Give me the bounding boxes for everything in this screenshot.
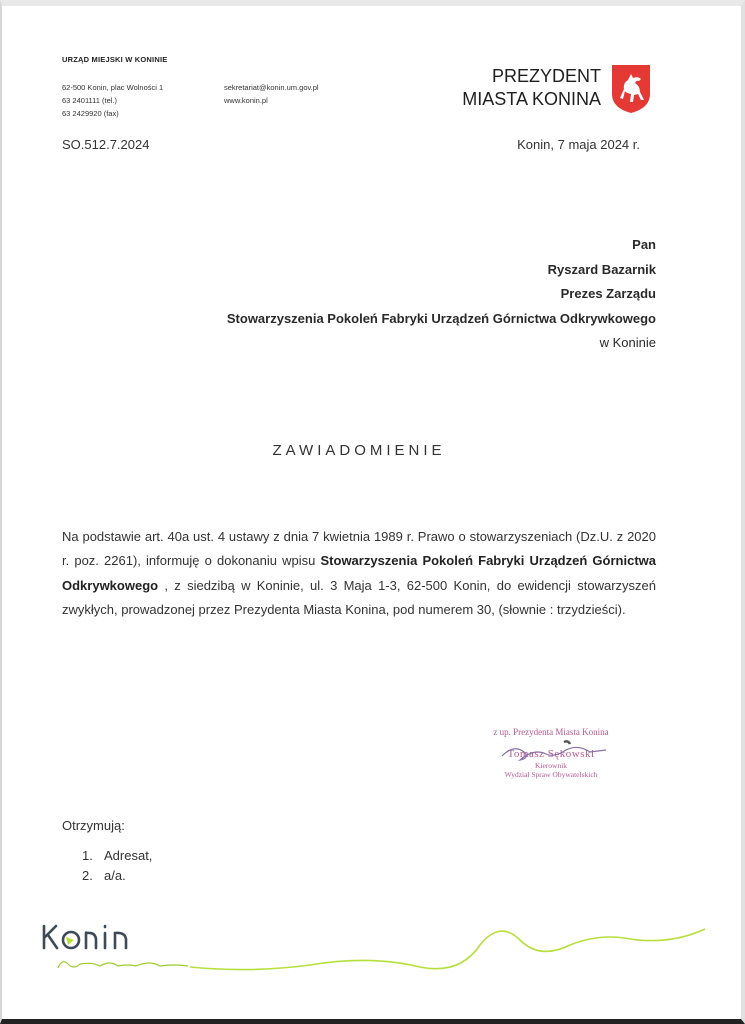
stamp-signatory-name: Tomasz Sękowski xyxy=(507,748,595,760)
office-phone: 63 2401111 (tel.) xyxy=(62,96,118,105)
stamp-position: Kierownik xyxy=(534,761,568,770)
office-address: 62-500 Konin, plac Wolności 1 xyxy=(62,83,164,92)
recipient-text: Adresat, xyxy=(104,848,153,863)
addressee-name: Ryszard Bazarnik xyxy=(547,261,656,277)
recipient-number: 2. xyxy=(82,868,93,883)
addressee-role: Prezes Zarządu xyxy=(560,286,656,301)
recipient-item xyxy=(82,866,152,886)
recipients-list xyxy=(82,846,152,886)
horse-crest-icon xyxy=(611,64,651,114)
recipient-item xyxy=(82,846,152,866)
recipient-number: 1. xyxy=(82,848,93,863)
reference-number: SO.512.7.2024 xyxy=(62,137,150,152)
footer-energy-wave xyxy=(160,915,720,985)
office-email: sekretariat@konin.um.gov.pl xyxy=(224,83,319,92)
addressee-organization: Stowarzyszenia Pokoleń Fabryki Urządzeń Górnictwa Odkrywkowego xyxy=(226,310,656,326)
logo-line-2: MIASTA KONINA xyxy=(462,89,601,109)
letter-date: Konin, 7 maja 2024 r. xyxy=(517,137,640,152)
body-text-bold-organization: Stowarzyszenia Pokoleń Fabryki Urządzeń Górnictwa Odkrywkowego xyxy=(62,553,656,593)
addressee-location: w Koninie xyxy=(599,335,656,350)
office-name: URZĄD MIEJSKI W KONINIE xyxy=(62,55,168,64)
body-paragraph xyxy=(62,525,656,622)
recipient-text: a/a. xyxy=(104,868,126,883)
recipients-label: Otrzymują: xyxy=(62,818,125,833)
contact-online-block xyxy=(224,81,319,107)
office-fax: 63 2429920 (fax) xyxy=(62,109,119,118)
document-title: ZAWIADOMIENIE xyxy=(272,442,446,459)
mayor-logo-text xyxy=(445,65,601,111)
handwritten-signature xyxy=(494,738,614,766)
logo-line-1: PREZYDENT xyxy=(491,66,601,86)
office-website: www.konin.pl xyxy=(224,96,268,105)
addressee-salutation: Pan xyxy=(632,237,656,252)
body-text-part-1: Na podstawie art. 40a ust. 4 ustawy z dnia 7 kwietnia 1989 r. Prawo o stowarzyszeniach (Dz.U. z 2020 r. poz. 2261), informuję o dokonaniu wpisu xyxy=(62,529,656,569)
body-text-part-2: , z siedzibą w Koninie, ul. 3 Maja 1-3, 62-500 Konin, do ewidencji stowarzyszeń zwykłych, prowadzonej przez Prezydenta Miasta Konina, pod numerem 30, (słownie : trzydzieści). xyxy=(62,577,656,617)
addressee-block xyxy=(227,233,656,356)
stamp-authorization: z up. Prezydenta Miasta Konina xyxy=(493,727,609,737)
stamp-department: Wydział Spraw Obywatelskich xyxy=(504,770,598,779)
contact-address-block xyxy=(62,81,163,120)
